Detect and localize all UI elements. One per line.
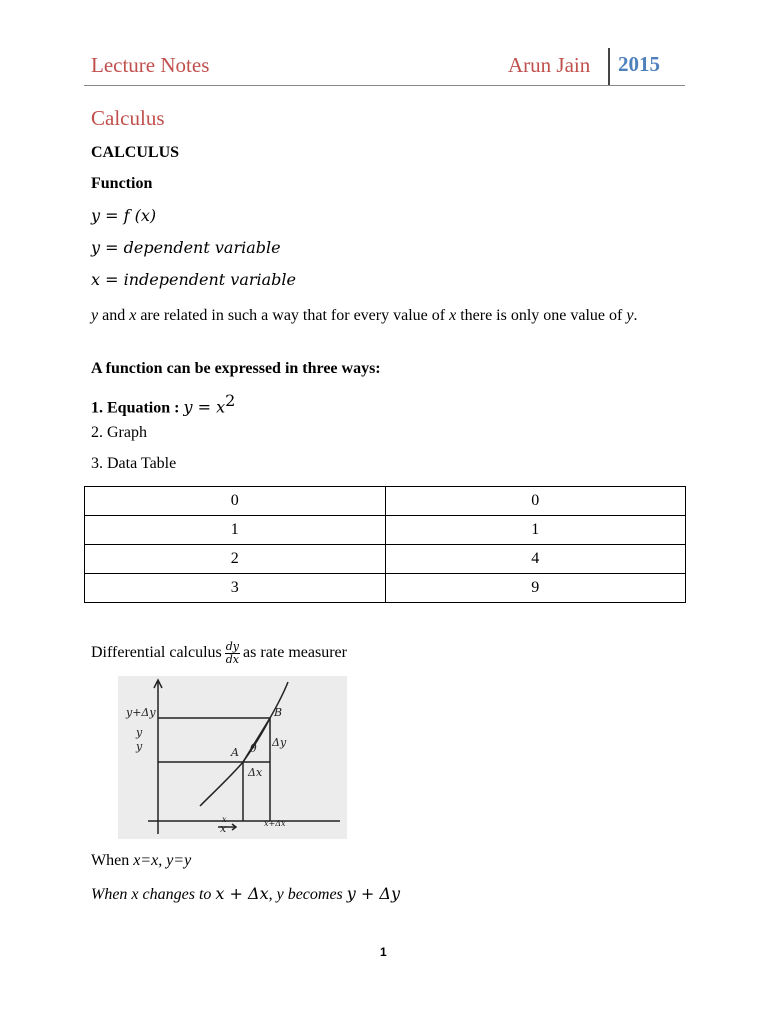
label-x: x xyxy=(220,822,227,835)
label-delta-y: Δy xyxy=(272,736,287,749)
label-y-2: y xyxy=(136,740,143,753)
ways-heading: A function can be expressed in three ways: xyxy=(91,360,381,377)
when-2-x-expr: x + Δx xyxy=(215,884,269,903)
label-y-1: y xyxy=(136,726,143,739)
table-row xyxy=(85,487,686,516)
para-text-1: and xyxy=(98,307,130,324)
table-cell: 4 xyxy=(385,545,686,574)
diff-after: as rate measurer xyxy=(243,644,347,662)
table-cell: 1 xyxy=(85,516,386,545)
diff-line xyxy=(91,641,347,666)
subheading: Function xyxy=(91,175,153,192)
when-1-values: x=x, y=y xyxy=(133,852,192,869)
hand-drawn-graph xyxy=(118,676,347,839)
diff-before: Differential calculus xyxy=(91,644,222,662)
section-title: Calculus xyxy=(91,106,165,130)
table-cell: 1 xyxy=(385,516,686,545)
when-line-1 xyxy=(91,852,191,870)
label-y-plus-dy: y+Δy xyxy=(126,706,156,719)
label-arrow-x: x xyxy=(222,815,227,824)
label-theta: θ xyxy=(250,742,257,755)
para-text-4: . xyxy=(633,307,638,324)
para-text-2: are related in such a way that for every value of xyxy=(136,307,450,324)
para-var-4: y xyxy=(626,307,634,324)
dy-dx-fraction xyxy=(225,641,240,666)
heading: CALCULUS xyxy=(91,144,180,161)
fraction-denominator: dx xyxy=(225,653,240,666)
para-var-1: y xyxy=(91,307,99,324)
secant-ab xyxy=(243,718,270,762)
label-delta-x: Δx xyxy=(248,766,263,779)
header-title: Lecture Notes xyxy=(91,53,210,77)
way-2: 2. Graph xyxy=(91,424,147,441)
when-2-y-expr: y + Δy xyxy=(346,884,400,903)
page-number: 1 xyxy=(380,945,387,959)
table-cell: 3 xyxy=(85,574,386,603)
table-row xyxy=(85,516,686,545)
way-3: 3. Data Table xyxy=(91,455,177,472)
label-a: A xyxy=(231,746,239,759)
way-1-exponent: 2 xyxy=(225,391,236,410)
way-1-equation: y = x xyxy=(183,397,226,417)
header-year: 2015 xyxy=(618,52,660,76)
table-row xyxy=(85,545,686,574)
graph-svg xyxy=(118,676,347,839)
when-2-c: , y becomes xyxy=(268,886,347,903)
table-cell: 0 xyxy=(385,487,686,516)
way-1 xyxy=(91,391,235,417)
para-text-3: there is only one value of xyxy=(456,307,627,324)
equation-1: y = f (x) xyxy=(91,206,157,225)
table-cell: 2 xyxy=(85,545,386,574)
definition-paragraph xyxy=(91,303,687,328)
way-1-label: 1. Equation : xyxy=(91,399,184,417)
fraction-numerator: dy xyxy=(225,640,240,653)
para-var-3: x xyxy=(449,307,457,324)
table-cell: 9 xyxy=(385,574,686,603)
table-cell: 0 xyxy=(85,487,386,516)
para-var-2: x xyxy=(129,307,137,324)
table-row xyxy=(85,574,686,603)
when-2-a: When x changes to xyxy=(91,886,216,903)
equation-3: x = independent variable xyxy=(91,270,296,289)
when-line-2 xyxy=(91,884,400,904)
label-x-plus-dx: x+Δx xyxy=(264,819,286,828)
data-table xyxy=(84,486,686,603)
label-b: B xyxy=(274,706,283,719)
header-divider xyxy=(608,48,610,86)
header-author: Arun Jain xyxy=(508,53,591,77)
equation-2: y = dependent variable xyxy=(91,238,281,257)
when-1-prefix: When xyxy=(91,852,134,869)
header-rule xyxy=(84,85,685,86)
